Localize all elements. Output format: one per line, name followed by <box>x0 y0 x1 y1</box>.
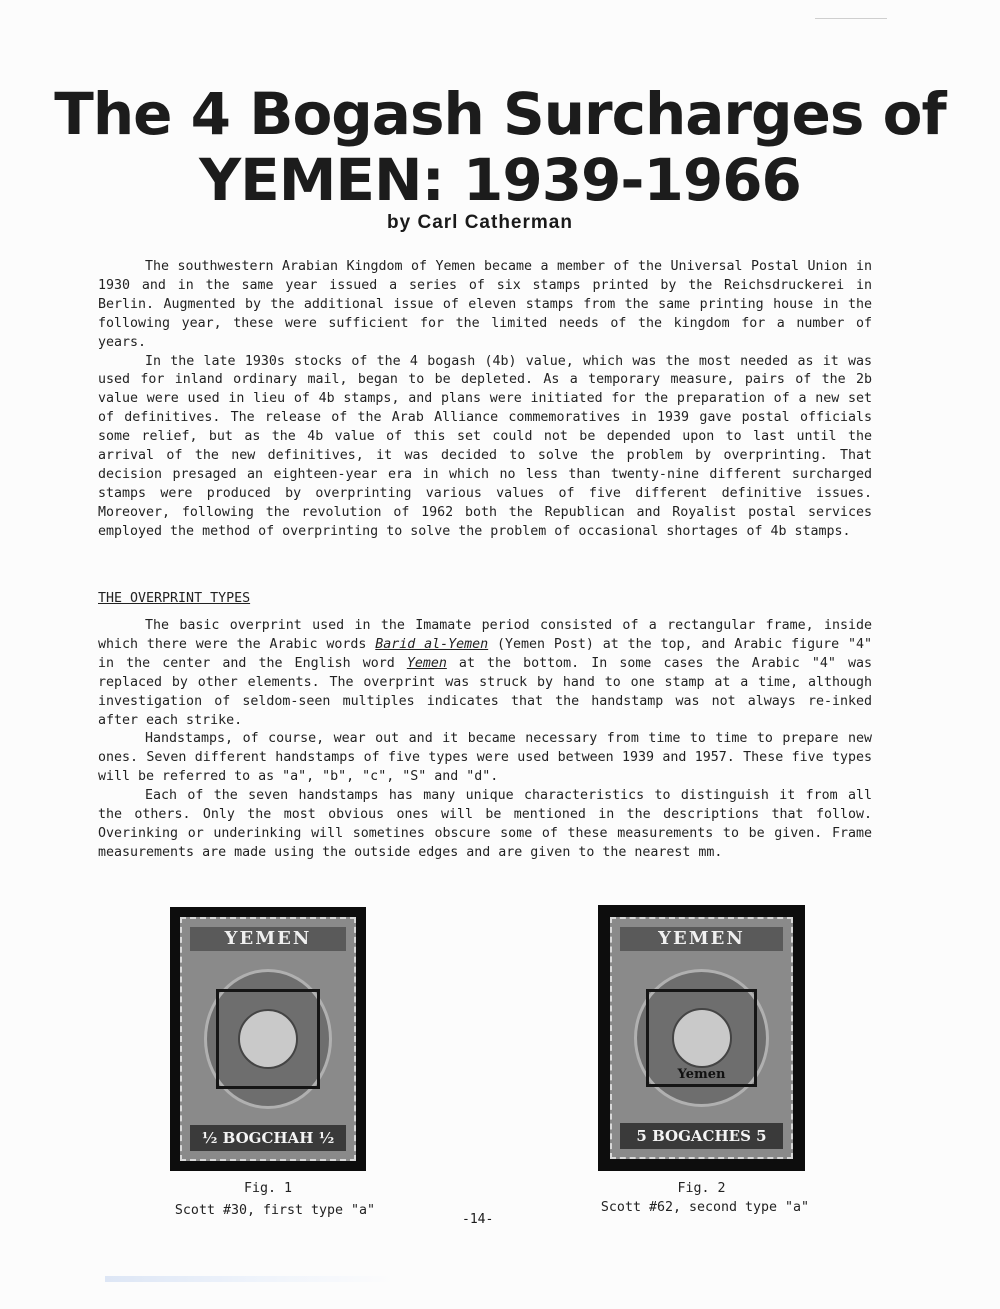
stamp-2-overprint-word: Yemen <box>677 1067 726 1082</box>
page-number: -14- <box>462 1212 494 1227</box>
term-barid: Barid al-Yemen <box>375 636 489 652</box>
term-yemen: Yemen <box>406 655 447 671</box>
stamp-1-value: ½ BOGCHAH ½ <box>190 1125 346 1151</box>
stamp-2-overprint-frame <box>646 989 757 1087</box>
paragraph-5: Each of the seven handstamps has many unique characteristics to distinguish it from all the others. Only the most obvious ones will be mentioned in the descriptions that follow. Overinking or underinking will sometines obscure some of these measurements to be given. Frame measurements are made using the outside edges and are given to the nearest mm. <box>98 788 872 860</box>
paragraph-1: The southwestern Arabian Kingdom of Yemen became a member of the Universal Postal Union in 1930 and in the same year issued a series of six stamps printed by the Reichsdruckerei in Berlin. Augmented by the additional issue of eleven stamps from the same printing house in the following year, these were sufficient for the limited needs of the kingdom for a number of years. <box>98 259 872 350</box>
p3-text-c: at the bottom. In some cases the Arabic "4" was replaced by other elements. The overprint was struck by hand to one stamp at a time, although investigation of seldom-seen multiples indicates that the handstamp was not always re-inked after each strike. <box>98 655 872 728</box>
title-line-2: YEMEN: 1939-1966 <box>199 146 801 214</box>
intro-text <box>98 258 872 542</box>
paragraph-2: In the late 1930s stocks of the 4 bogash (4b) value, which was the most needed as it was used for inland ordinary mail, began to be depleted. As a temporary measure, pairs of the 2b value were used in lieu of 4b stamps, and plans were initiated for the preparation of a new set of definitives. The release of the Arab Alliance commemoratives in 1939 gave postal officials some relief, but as the 4b value of this set could not be depended upon to last until the arrival of the new definitives, it was decided to solve the problem by overprinting. That decision presaged an eighteen-year era in which no less than twenty-nine different surcharged stamps were produced by overprinting various values of five different definitive issues. Moreover, following the revolution of 1962 both the Republican and Royalist postal services employed the method of overprinting to solve the problem of occasional shortages of 4b stamps. <box>98 353 872 539</box>
figure-2-stamp-photo <box>598 905 805 1171</box>
figure-2-caption: Scott #62, second type "a" <box>600 1200 810 1215</box>
stamp-1 <box>180 917 356 1161</box>
paragraph-3 <box>98 617 872 730</box>
scan-smudge <box>105 1276 395 1282</box>
stamp-2 <box>610 917 793 1159</box>
stamp-2-value: 5 BOGACHES 5 <box>620 1123 783 1149</box>
title-line-1: The 4 Bogash Surcharges of <box>54 80 946 148</box>
overprint-types-text <box>98 617 872 863</box>
scan-mark <box>815 18 887 19</box>
stamp-1-overprint-frame <box>216 989 320 1089</box>
figure-1-caption: Scott #30, first type "a" <box>174 1203 376 1218</box>
p3-text-a: The basic overprint used in the Imamate period consisted of a rectangular frame, inside which there were the Arabic words <box>98 618 872 652</box>
stamp-1-country: YEMEN <box>190 927 346 951</box>
figure-1-label: Fig. 1 <box>243 1181 293 1196</box>
p3-text-b: (Yemen Post) at the top, and Arabic figure "4" in the center and the English word <box>98 636 873 671</box>
section-heading: THE OVERPRINT TYPES <box>98 591 251 606</box>
byline: by Carl Catherman <box>387 212 573 233</box>
figure-2-label: Fig. 2 <box>677 1181 726 1196</box>
stamp-2-country: YEMEN <box>620 927 783 951</box>
figure-1-stamp-photo <box>170 907 366 1171</box>
paragraph-4: Handstamps, of course, wear out and it became necessary from time to time to prepare new ones. Seven different handstamps of five types were used between 1939 and 1957. These five types will be referred to as "a", "b", "c", "S" and "d". <box>98 731 872 785</box>
